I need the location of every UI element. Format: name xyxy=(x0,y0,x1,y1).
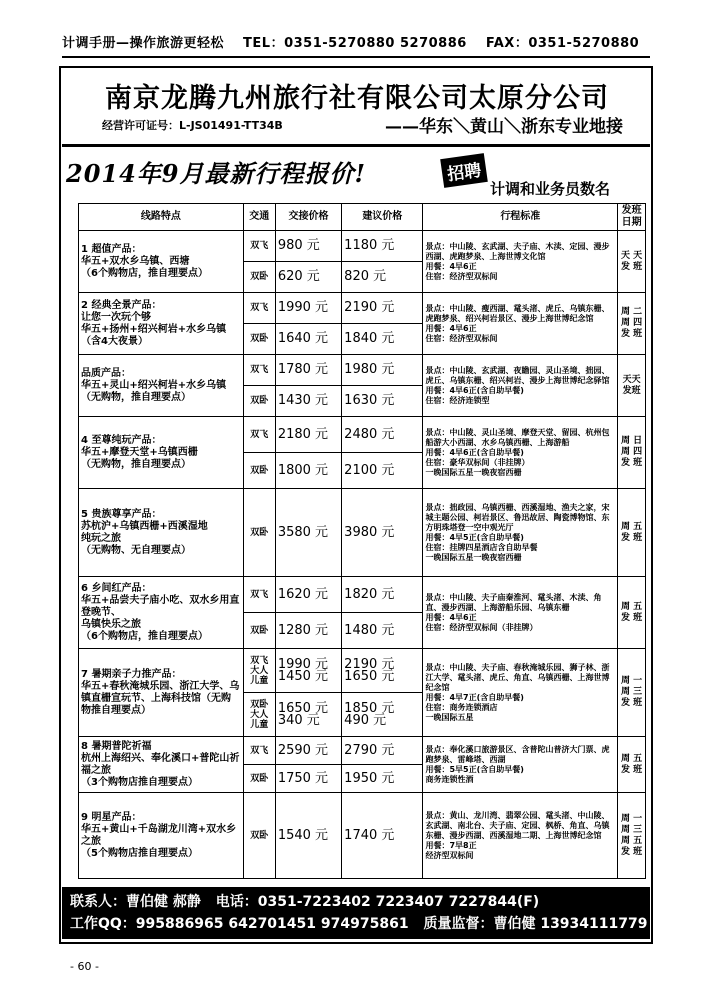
departure-cell: 周 五 发 班 xyxy=(618,577,646,649)
departure-cell: 天 天 发 班 xyxy=(618,231,646,293)
contact-people: 联系人：曹伯健 郝静 xyxy=(70,894,201,910)
retail-price-cell: 820 元 xyxy=(342,262,423,293)
table-header-row xyxy=(79,204,646,231)
header-divider xyxy=(62,144,650,147)
table-row xyxy=(79,649,646,693)
retail-price-cell: 1980 元 xyxy=(342,355,423,386)
retail-price-cell: 2790 元 xyxy=(342,737,423,765)
transport-cell: 双卧 大人 儿童 xyxy=(243,693,275,737)
header-route: 线路特点 xyxy=(79,204,244,231)
route-cell: 4 至尊纯玩产品： 华五+摩登天堂+乌镇西栅 （无购物，推自理要点） xyxy=(79,417,244,489)
trade-price-cell: 1650 元 340 元 xyxy=(275,693,341,737)
table-row xyxy=(79,793,646,879)
retail-price-cell: 1820 元 xyxy=(342,577,423,613)
retail-price-cell: 2100 元 xyxy=(342,453,423,489)
departure-cell: 周 五 发 班 xyxy=(618,737,646,793)
standard-cell: 景点：中山陵、灵山圣境、摩登天堂、留园、杭州包船游大小西湖、水乡乌镇西栅、上海游船 用餐：4早6正(含自助早餐) 住宿：豪华双标间（非挂牌） 一晚国际五星一晚夜宿西栅 xyxy=(423,417,618,489)
route-cell: 6 乡间红产品： 华五+品尝夫子庙小吃、双水乡用直登晚节、 乌镇快乐之旅 （6个购物店，推自理要点） xyxy=(79,577,244,649)
top-bar-slogan: 计调手册—操作旅游更轻松 xyxy=(62,36,225,51)
departure-cell: 天天 发班 xyxy=(618,355,646,417)
retail-price-cell: 2190 元 1650 元 xyxy=(342,649,423,693)
standard-cell: 景点：中山陵、夫子庙秦淮河、鼋头渚、木渎、角直、漫步西湖、上海游船乐园、乌镇东栅 用餐：4早6正 住宿：经济型双标间（非挂牌） xyxy=(423,577,618,649)
standard-cell: 景点：中山陵、玄武湖、夫子庙、木渎、定园、漫步西湖、虎跑梦泉、上海世博文化馆 用餐：4早6正 住宿：经济型双标间 xyxy=(423,231,618,293)
retail-price-cell: 2480 元 xyxy=(342,417,423,453)
table-row xyxy=(79,293,646,324)
trade-price-cell: 980 元 xyxy=(275,231,341,262)
header-transport: 交通 xyxy=(243,204,275,231)
trade-price-cell: 1990 元 xyxy=(275,293,341,324)
page-number: - 60 - xyxy=(70,960,99,973)
route-price-table xyxy=(78,203,646,879)
top-bar-fax: FAX：0351-5270880 xyxy=(485,36,640,51)
contact-supervisor: 质量监督：曹伯健 13934111779 xyxy=(423,916,648,932)
company-name: 南京龙腾九州旅行社有限公司太原分公司 xyxy=(105,83,609,114)
table-row xyxy=(79,231,646,262)
trade-price-cell: 620 元 xyxy=(275,262,341,293)
standard-cell: 景点：拙政园、乌镇西栅、西溪湿地、渔夫之家，宋城主题公园、柯岩景区、鲁迅故居、陶瓷博物馆、东方明珠塔登一空中观光厅 用餐：4早5正(含自助早餐) 住宿：挂牌四星酒店含自助早餐 一晚国际五星一晚夜宿西栅 xyxy=(423,489,618,577)
table-row xyxy=(79,417,646,453)
departure-cell: 周 五 发 班 xyxy=(618,489,646,577)
retail-price-cell: 1480 元 xyxy=(342,613,423,649)
standard-cell: 景点：中山陵、玄武湖、夜瞻园、灵山圣境、拙园、虎丘、乌镇东栅、绍兴柯岩、漫步上海世博纪念驿馆 用餐：4早6正(含自助早餐) 住宿：经济连锁型 xyxy=(423,355,618,417)
transport-cell: 双卧 xyxy=(243,489,275,577)
route-cell: 9 明星产品： 华五+黄山+千岛湖龙川湾+双水乡之旅 （5个购物店推自理要点） xyxy=(79,793,244,879)
route-cell: 7 暑期亲子力推产品： 华五+春秋淹城乐园、浙江大学、乌镇直栅宣玩节、上海科技馆（无购物推自理要点） xyxy=(79,649,244,737)
contact-qq: 工作QQ：995886965 642701451 974975861 xyxy=(70,916,409,932)
standard-cell: 景点：中山陵、瘦西湖、鼋头渚、虎丘、乌镇东栅、虎跑梦泉、绍兴柯岩景区、漫步上海世博纪念馆 用餐：4早6正 住宿：经济型双标间 xyxy=(423,293,618,355)
retail-price-cell: 1630 元 xyxy=(342,386,423,417)
transport-cell: 双卧 xyxy=(243,386,275,417)
trade-price-cell: 1430 元 xyxy=(275,386,341,417)
trade-price-cell: 3580 元 xyxy=(275,489,341,577)
departure-cell: 周 二 周 四 发 班 xyxy=(618,293,646,355)
transport-cell: 双飞 xyxy=(243,417,275,453)
header-departure: 发班日期 xyxy=(618,204,646,231)
top-bar xyxy=(62,34,650,58)
trade-price-cell: 2180 元 xyxy=(275,417,341,453)
trade-price-cell: 1620 元 xyxy=(275,577,341,613)
header-standard: 行程标准 xyxy=(423,204,618,231)
trade-price-cell: 1990 元 1450 元 xyxy=(275,649,341,693)
transport-cell: 双卧 xyxy=(243,324,275,355)
contact-banner xyxy=(62,887,650,939)
standard-cell: 景点：黄山、龙川湾、翡翠公园、鼋头渚、中山陵、玄武湖、南北台、夫子庙、定园、枫桥、角直、乌镇东栅、漫步西湖、西溪湿地二期、上海世博纪念馆 用餐：7早8正 经济型双标间 xyxy=(423,793,618,879)
route-cell: 品质产品： 华五+灵山+绍兴柯岩+水乡乌镇 （无购物，推自理要点） xyxy=(79,355,244,417)
table-row xyxy=(79,737,646,765)
retail-price-cell: 1180 元 xyxy=(342,231,423,262)
license-number: 经营许可证号：L-JS01491-TT34B xyxy=(102,119,283,132)
transport-cell: 双飞 大人 儿童 xyxy=(243,649,275,693)
retail-price-cell: 1740 元 xyxy=(342,793,423,879)
transport-cell: 双飞 xyxy=(243,231,275,262)
retail-price-cell: 1950 元 xyxy=(342,765,423,793)
route-cell: 2 经典全景产品： 让您一次玩个够 华五+扬州+绍兴柯岩+水乡乌镇（含4大夜景） xyxy=(79,293,244,355)
header-retail-price: 建议价格 xyxy=(342,204,423,231)
standard-cell: 景点：奉化溪口旅游景区、含普陀山普济大门票、虎跑梦泉、雷峰塔、西湖 用餐：5早5正(含自助早餐) 商务连锁性酒 xyxy=(423,737,618,793)
transport-cell: 双飞 xyxy=(243,293,275,324)
trade-price-cell: 1640 元 xyxy=(275,324,341,355)
transport-cell: 双卧 xyxy=(243,262,275,293)
trade-price-cell: 1780 元 xyxy=(275,355,341,386)
departure-cell: 周 一 周 三 周 五 发 班 xyxy=(618,793,646,879)
recruit-stamp: 招聘 xyxy=(440,153,488,188)
top-bar-tel: TEL：0351-5270880 5270886 xyxy=(243,36,467,51)
trade-price-cell: 1540 元 xyxy=(275,793,341,879)
departure-cell: 周 一 周 三 发 班 xyxy=(618,649,646,737)
trade-price-cell: 1800 元 xyxy=(275,453,341,489)
retail-price-cell: 1850 元 490 元 xyxy=(342,693,423,737)
transport-cell: 双飞 xyxy=(243,355,275,386)
table-row xyxy=(79,489,646,577)
transport-cell: 双飞 xyxy=(243,737,275,765)
trade-price-cell: 1750 元 xyxy=(275,765,341,793)
route-cell: 1 超值产品： 华五+双水乡乌镇、西塘 （6个购物店，推自理要点） xyxy=(79,231,244,293)
transport-cell: 双卧 xyxy=(243,793,275,879)
departure-cell: 周 日 周 四 发 班 xyxy=(618,417,646,489)
headline-title: 2014年9月最新行程报价! xyxy=(66,159,367,188)
trade-price-cell: 1280 元 xyxy=(275,613,341,649)
retail-price-cell: 1840 元 xyxy=(342,324,423,355)
retail-price-cell: 2190 元 xyxy=(342,293,423,324)
transport-cell: 双卧 xyxy=(243,453,275,489)
trade-price-cell: 2590 元 xyxy=(275,737,341,765)
retail-price-cell: 3980 元 xyxy=(342,489,423,577)
transport-cell: 双飞 xyxy=(243,577,275,613)
table-row xyxy=(79,577,646,613)
table-row xyxy=(79,355,646,386)
route-cell: 8 暑期普陀祈福 杭州上海绍兴、奉化溪口+普陀山祈福之旅 （3个购物店推自理要点） xyxy=(79,737,244,793)
company-slogan: ——华东＼黄山＼浙东专业地接 xyxy=(385,117,623,137)
route-cell: 5 贵族尊享产品： 苏杭沪+乌镇西栅+西溪湿地 纯玩之旅 （无购物、无自理要点） xyxy=(79,489,244,577)
recruit-text: 计调和业务员数名 xyxy=(490,180,611,198)
transport-cell: 双卧 xyxy=(243,765,275,793)
contact-phone: 电话：0351-7223402 7223407 7227844(F) xyxy=(215,894,540,910)
transport-cell: 双卧 xyxy=(243,613,275,649)
standard-cell: 景点：中山陵、夫子庙、春秋淹城乐园、狮子林、浙江大学、鼋头渚、虎丘、角直、乌镇西栅、上海世博纪念馆 用餐：4早7正(含自助早餐) 住宿：商务连锁酒店 一晚国际五星 xyxy=(423,649,618,737)
header-trade-price: 交接价格 xyxy=(275,204,341,231)
